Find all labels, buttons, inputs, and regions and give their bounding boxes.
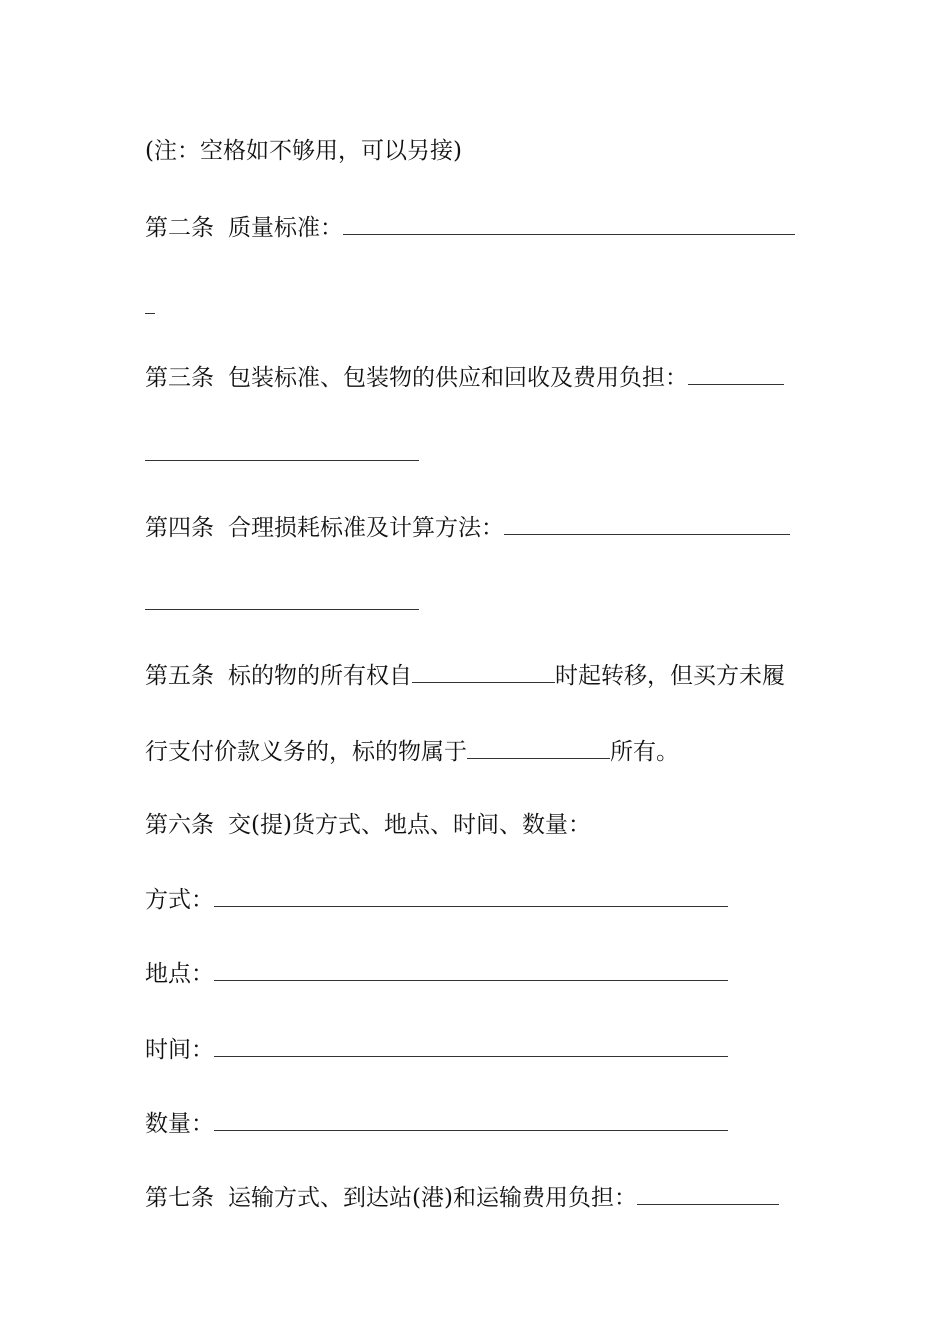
field-quantity-line — [145, 1108, 728, 1139]
article-3-line — [145, 362, 784, 393]
field-quantity-label: 数量： — [145, 1111, 214, 1137]
field-time-label: 时间： — [145, 1037, 214, 1063]
article-7-number: 第七条 — [145, 1185, 214, 1211]
article-5-line-2-before: 行支付价款义务的，标的物属于 — [145, 739, 467, 765]
article-2-line — [145, 212, 795, 243]
note-line — [145, 136, 462, 166]
article-5-line-2 — [145, 736, 679, 767]
article-3-blank[interactable] — [688, 362, 784, 385]
article-6-number: 第六条 — [145, 812, 214, 838]
field-method-blank[interactable] — [214, 884, 728, 907]
article-5-text-before: 标的物的所有权自 — [228, 663, 412, 689]
article-5-blank-1[interactable] — [412, 660, 555, 683]
field-method-line — [145, 884, 728, 915]
article-3-continuation-blank[interactable] — [145, 460, 419, 461]
article-4-line — [145, 512, 790, 543]
article-2-number: 第二条 — [145, 215, 214, 241]
article-2-continuation-blank[interactable] — [145, 313, 155, 314]
article-6-label: 交(提)货方式、地点、时间、数量： — [228, 812, 591, 838]
field-quantity-blank[interactable] — [214, 1108, 728, 1131]
field-location-label: 地点： — [145, 961, 214, 987]
article-3-label: 包装标准、包装物的供应和回收及费用负担： — [228, 365, 688, 391]
article-5-line-1 — [145, 660, 785, 691]
article-3-number: 第三条 — [145, 365, 214, 391]
article-5-blank-2[interactable] — [467, 736, 610, 759]
field-time-blank[interactable] — [214, 1034, 728, 1057]
article-4-number: 第四条 — [145, 515, 214, 541]
article-6-line — [145, 810, 591, 840]
article-7-label: 运输方式、到达站(港)和运输费用负担： — [228, 1185, 637, 1211]
article-5-line-2-after: 所有。 — [610, 739, 679, 765]
field-location-line — [145, 958, 728, 989]
field-method-label: 方式： — [145, 887, 214, 913]
note-text: (注：空格如不够用，可以另接) — [145, 138, 462, 164]
article-4-blank[interactable] — [504, 512, 790, 535]
article-5-number: 第五条 — [145, 663, 214, 689]
article-2-label: 质量标准： — [228, 215, 343, 241]
article-5-text-after: 时起转移，但买方未履 — [555, 663, 785, 689]
article-7-line — [145, 1182, 779, 1213]
field-location-blank[interactable] — [214, 958, 728, 981]
article-7-blank[interactable] — [637, 1182, 779, 1205]
article-4-label: 合理损耗标准及计算方法： — [228, 515, 504, 541]
article-4-continuation-blank[interactable] — [145, 609, 419, 610]
article-2-blank[interactable] — [343, 212, 795, 235]
field-time-line — [145, 1034, 728, 1065]
